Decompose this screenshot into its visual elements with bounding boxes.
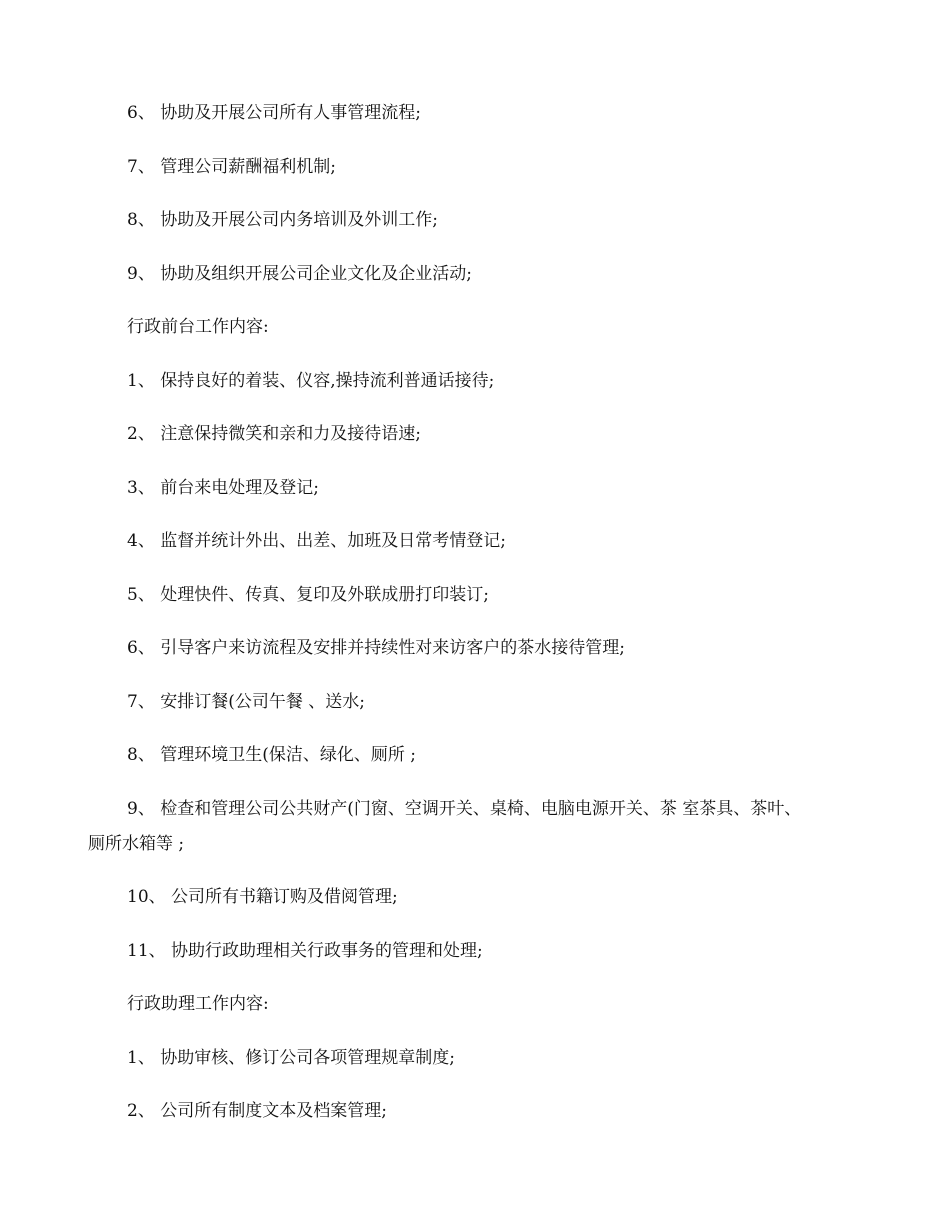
admin-assistant-item-1: 1、 协助审核、修订公司各项管理规章制度; bbox=[127, 1048, 455, 1068]
front-desk-item-9-continuation: 厕所水箱等 ; bbox=[88, 834, 185, 854]
hr-item-6: 6、 协助及开展公司所有人事管理流程; bbox=[127, 103, 421, 123]
front-desk-item-8: 8、 管理环境卫生(保洁、绿化、厕所 ; bbox=[127, 745, 416, 765]
admin-assistant-item-2: 2、 公司所有制度文本及档案管理; bbox=[127, 1101, 387, 1121]
front-desk-item-4: 4、 监督并统计外出、出差、加班及日常考情登记; bbox=[127, 531, 506, 551]
front-desk-item-6: 6、 引导客户来访流程及安排并持续性对来访客户的茶水接待管理; bbox=[127, 638, 625, 658]
hr-item-7: 7、 管理公司薪酬福利机制; bbox=[127, 157, 336, 177]
front-desk-item-2: 2、 注意保持微笑和亲和力及接待语速; bbox=[127, 424, 421, 444]
front-desk-item-7: 7、 安排订餐(公司午餐 、送水; bbox=[127, 692, 365, 712]
section-heading-front-desk: 行政前台工作内容: bbox=[127, 317, 269, 337]
front-desk-item-9: 9、 检查和管理公司公共财产(门窗、空调开关、桌椅、电脑电源开关、茶 室茶具、茶叶、 bbox=[127, 799, 802, 819]
hr-item-9: 9、 协助及组织开展公司企业文化及企业活动; bbox=[127, 264, 472, 284]
section-heading-admin-assistant: 行政助理工作内容: bbox=[127, 994, 269, 1014]
front-desk-item-5: 5、 处理快件、传真、复印及外联成册打印装订; bbox=[127, 585, 489, 605]
front-desk-item-3: 3、 前台来电处理及登记; bbox=[127, 478, 319, 498]
front-desk-item-11: 11、 协助行政助理相关行政事务的管理和处理; bbox=[127, 941, 483, 961]
hr-item-8: 8、 协助及开展公司内务培训及外训工作; bbox=[127, 210, 438, 230]
front-desk-item-10: 10、 公司所有书籍订购及借阅管理; bbox=[127, 887, 398, 907]
front-desk-item-1: 1、 保持良好的着装、仪容,操持流利普通话接待; bbox=[127, 371, 495, 391]
